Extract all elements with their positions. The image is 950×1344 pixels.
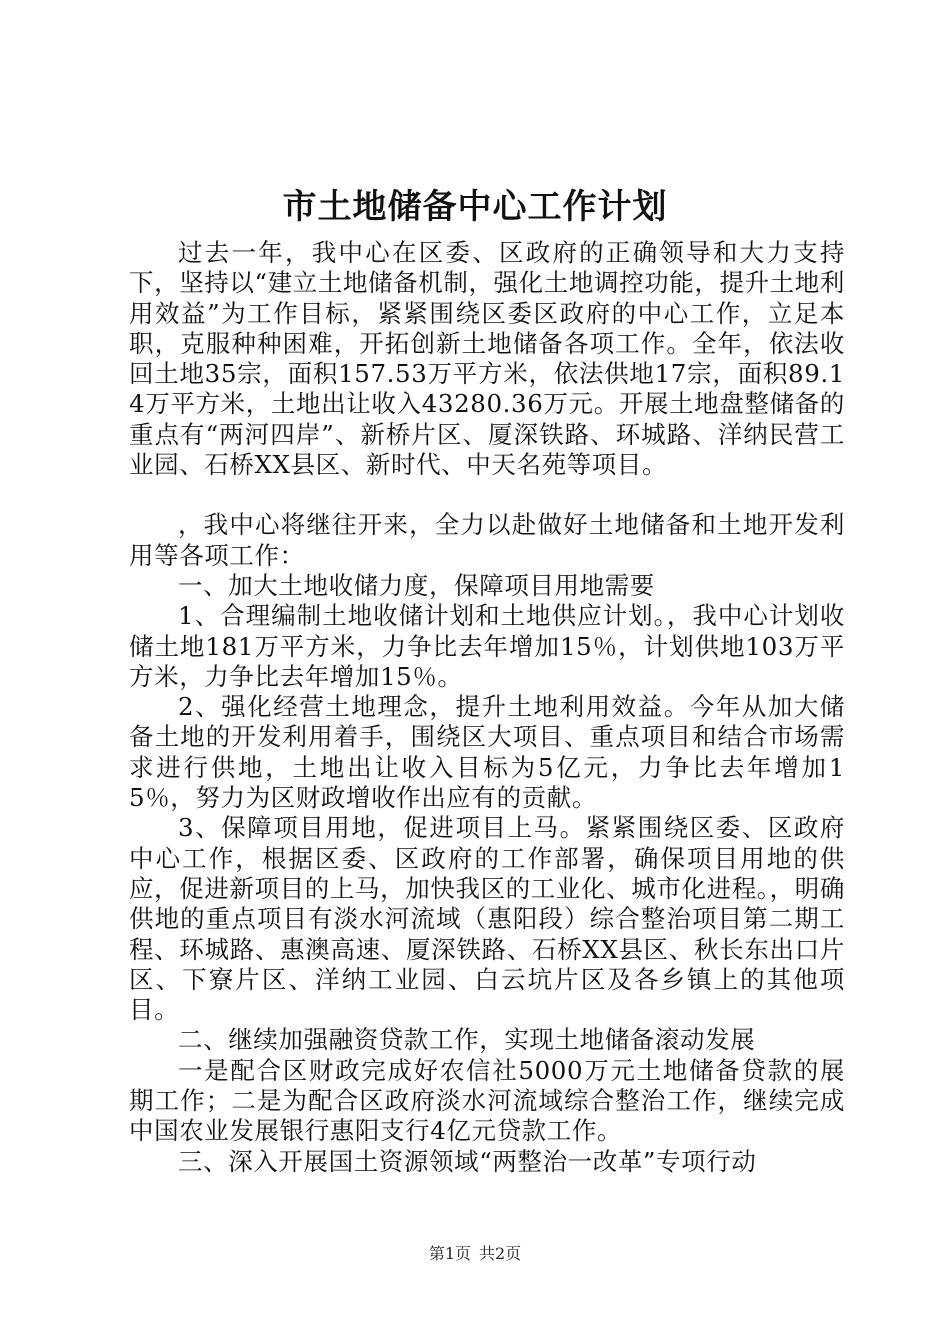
document-body <box>129 238 845 1177</box>
section-heading-2: 二、继续加强融资贷款工作，实现土地储备滚动发展 <box>178 1025 756 1055</box>
page-number: 第1页 <box>428 1244 471 1263</box>
paragraph-intro: ，我中心将继往开来，全力以赴做好土地储备和土地开发利用等各项工作： <box>129 510 845 570</box>
paragraph-item-3: 3、保障项目用地，促进项目上马。紧紧围绕区委、区政府中心工作，根据区委、区政府的工作部署，确保项目用地的供应，促进新项目的上马，加快我区的工业化、城市化进程。，明确供地的重点项目有淡水河流域（惠阳段）综合整治项目第二期工程、环城路、惠澳高速、厦深铁路、石桥XX县区、秋长东出口片区、下寮片区、洋纳工业园、白云坑片区及各乡镇上的其他项目。 <box>129 813 845 1025</box>
paragraph-summary: 过去一年，我中心在区委、区政府的正确领导和大力支持下，坚持以“建立土地储备机制，强化土地调控功能，提升土地利用效益”为工作目标，紧紧围绕区委区政府的中心工作，立足本职，克服种种困难，开拓创新土地储备各项工作。全年，依法收回土地35宗，面积157.53万平方米，依法供地17宗，面积89.14万平方米，土地出让收入43280.36万元。开展土地盘整储备的重点有“两河四岸”、新桥片区、厦深铁路、环城路、洋纳民营工业园、石桥XX县区、新时代、中天名苑等项目。 <box>129 238 845 480</box>
paragraph-item-1: 1、合理编制土地收储计划和土地供应计划。，我中心计划收储土地181万平方米，力争比去年增加15％，计划供地103万平方米，力争比去年增加15％。 <box>129 601 845 691</box>
page-total: 共2页 <box>479 1244 522 1263</box>
section-heading-1: 一、加大土地收储力度，保障项目用地需要 <box>178 570 655 600</box>
page-footer <box>0 1243 950 1265</box>
paragraph-item-2: 2、强化经营土地理念，提升土地利用效益。今年从加大储备土地的开发利用着手，围绕区大项目、重点项目和结合市场需求进行供地，土地出让收入目标为5亿元，力争比去年增加15％，努力为区财政增收作出应有的贡献。 <box>129 692 845 813</box>
paragraph-financing: 一是配合区财政完成好农信社5000万元土地储备贷款的展期工作；二是为配合区政府淡水河流域综合整治工作，继续完成中国农业发展银行惠阳支行4亿元贷款工作。 <box>129 1055 845 1146</box>
section-heading-3: 三、深入开展国土资源领域“两整治一改革”专项行动 <box>178 1146 757 1176</box>
document-title: 市土地储备中心工作计划 <box>282 187 668 227</box>
